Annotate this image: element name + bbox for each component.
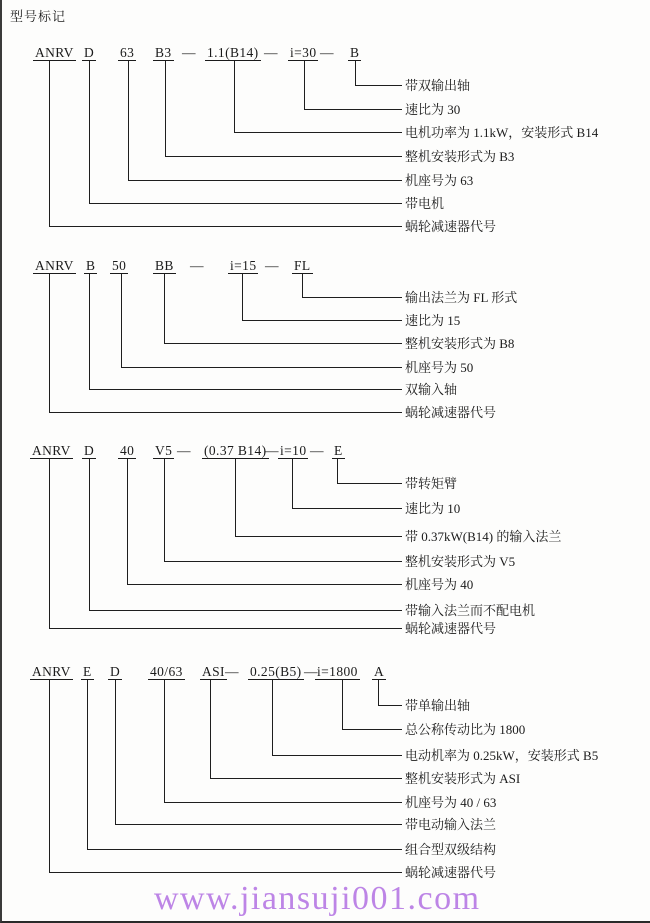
label-text: 带电机 <box>405 196 445 211</box>
code-token: — <box>225 664 239 679</box>
connector-vline <box>49 274 50 413</box>
connector-vline <box>127 459 128 585</box>
code-token: 40/63 <box>150 664 183 679</box>
connector-vline <box>235 459 236 537</box>
connector-hline <box>121 367 402 368</box>
page-title: 型号标记 <box>10 9 67 24</box>
connector-vline <box>234 61 235 133</box>
connector-vline <box>165 61 166 157</box>
connector-hline <box>127 584 402 585</box>
label-text: 带转矩臂 <box>405 476 458 491</box>
connector-hline <box>164 343 402 344</box>
label-text: 双输入轴 <box>405 382 458 397</box>
code-token: i=1800 <box>317 664 358 679</box>
label-text: 电机功率为 1.1kW，安装形式 B14 <box>405 125 599 140</box>
connector-hline <box>49 872 402 873</box>
connector-vline <box>164 459 165 562</box>
code-token: ASI <box>202 664 225 679</box>
connector-vline <box>164 680 165 803</box>
code-token: D <box>84 443 95 458</box>
connector-hline <box>49 226 402 227</box>
label-text: 速比为 15 <box>405 313 461 328</box>
label-text: 电动机率为 0.25kW，安装形式 B5 <box>405 748 599 763</box>
connector-vline <box>378 680 379 706</box>
code-token: B <box>86 258 96 273</box>
label-text: 速比为 10 <box>405 501 461 516</box>
connector-vline <box>210 680 211 779</box>
connector-hline <box>242 320 402 321</box>
connector-hline <box>292 508 402 509</box>
label-text: 整机安装形式为 V5 <box>405 554 516 569</box>
connector-hline <box>337 483 402 484</box>
code-token: — <box>264 45 278 60</box>
diagram-block-4 <box>2 658 650 880</box>
connector-vline <box>89 274 90 390</box>
connector-vline <box>89 459 90 611</box>
connector-hline <box>378 705 402 706</box>
connector-hline <box>49 412 402 413</box>
label-text: 整机安装形式为 B8 <box>405 336 515 351</box>
label-text: 组合型双级结构 <box>405 842 497 857</box>
code-token: BB <box>155 258 174 273</box>
code-token: B3 <box>155 45 172 60</box>
code-token: — <box>182 45 196 60</box>
connector-hline <box>128 180 402 181</box>
label-text: 带电动输入法兰 <box>405 817 497 832</box>
code-token: D <box>84 45 95 60</box>
code-token: 50 <box>112 258 127 273</box>
connector-vline <box>337 459 338 484</box>
code-token: i=10 <box>280 443 307 458</box>
connector-vline <box>302 274 303 298</box>
connector-hline <box>234 132 402 133</box>
label-text: 带单输出轴 <box>405 698 471 713</box>
code-token: (0.37 B14) <box>204 443 267 458</box>
connector-vline <box>49 680 50 873</box>
connector-vline <box>87 680 88 850</box>
code-token: — <box>304 664 318 679</box>
label-text: 蜗轮减速器代号 <box>405 865 497 880</box>
connector-vline <box>292 459 293 509</box>
code-token: E <box>334 443 343 458</box>
connector-vline <box>304 61 305 110</box>
label-text: 总公称传动比为 1800 <box>405 722 526 737</box>
code-token: — <box>265 443 279 458</box>
connector-vline <box>242 274 243 321</box>
code-token: — <box>265 258 279 273</box>
label-text: 蜗轮减速器代号 <box>405 405 497 420</box>
code-token: ANRV <box>35 258 74 273</box>
connector-vline <box>164 274 165 344</box>
label-text: 带双输出轴 <box>405 78 471 93</box>
connector-hline <box>210 778 402 779</box>
connector-vline <box>272 680 273 756</box>
code-token: — <box>310 443 324 458</box>
connector-hline <box>115 824 402 825</box>
connector-hline <box>89 610 402 611</box>
code-token: 0.25(B5) <box>250 664 302 679</box>
connector-vline <box>49 61 50 227</box>
connector-hline <box>89 203 402 204</box>
connector-hline <box>164 561 402 562</box>
code-token: 40 <box>120 443 135 458</box>
connector-hline <box>342 729 402 730</box>
connector-hline <box>87 849 402 850</box>
code-token: ANRV <box>32 664 71 679</box>
code-token: 1.1(B14) <box>207 45 259 60</box>
label-text: 整机安装形式为 ASI <box>405 771 521 786</box>
connector-vline <box>121 274 122 368</box>
code-token: B <box>350 45 360 60</box>
code-token: — <box>177 443 191 458</box>
connector-vline <box>115 680 116 825</box>
label-text: 带 0.37kW(B14) 的输入法兰 <box>405 529 562 544</box>
code-token: i=30 <box>290 45 317 60</box>
code-token: ANRV <box>32 443 71 458</box>
connector-hline <box>272 755 402 756</box>
connector-hline <box>302 297 402 298</box>
code-token: ANRV <box>35 45 74 60</box>
label-text: 整机安装形式为 B3 <box>405 149 515 164</box>
code-token: 63 <box>120 45 135 60</box>
diagram-block-2 <box>2 253 650 420</box>
connector-vline <box>89 61 90 204</box>
label-text: 机座号为 40 <box>405 577 474 592</box>
code-token: D <box>110 664 121 679</box>
code-token: FL <box>294 258 311 273</box>
connector-vline <box>128 61 129 181</box>
connector-vline <box>49 459 50 629</box>
code-token: A <box>374 664 385 679</box>
code-token: i=15 <box>230 258 257 273</box>
connector-hline <box>49 628 402 629</box>
label-text: 速比为 30 <box>405 102 461 117</box>
label-text: 输出法兰为 FL 形式 <box>405 290 518 305</box>
watermark-text: www.jiansuji001.com <box>154 880 481 917</box>
code-token: — <box>320 45 334 60</box>
connector-hline <box>89 389 402 390</box>
label-text: 蜗轮减速器代号 <box>405 219 497 234</box>
connector-hline <box>304 109 402 110</box>
connector-hline <box>235 536 402 537</box>
code-token: V5 <box>155 443 173 458</box>
diagram-block-1 <box>2 40 650 234</box>
code-token: E <box>83 664 92 679</box>
connector-hline <box>164 802 402 803</box>
connector-hline <box>355 85 402 86</box>
connector-vline <box>355 61 356 86</box>
label-text: 蜗轮减速器代号 <box>405 621 497 636</box>
label-text: 机座号为 40 / 63 <box>405 795 497 810</box>
connector-vline <box>342 680 343 730</box>
label-text: 机座号为 50 <box>405 360 474 375</box>
code-token: — <box>190 258 204 273</box>
connector-hline <box>165 156 402 157</box>
label-text: 机座号为 63 <box>405 173 474 188</box>
label-text: 带输入法兰而不配电机 <box>405 603 536 618</box>
diagram-block-3 <box>2 438 650 636</box>
